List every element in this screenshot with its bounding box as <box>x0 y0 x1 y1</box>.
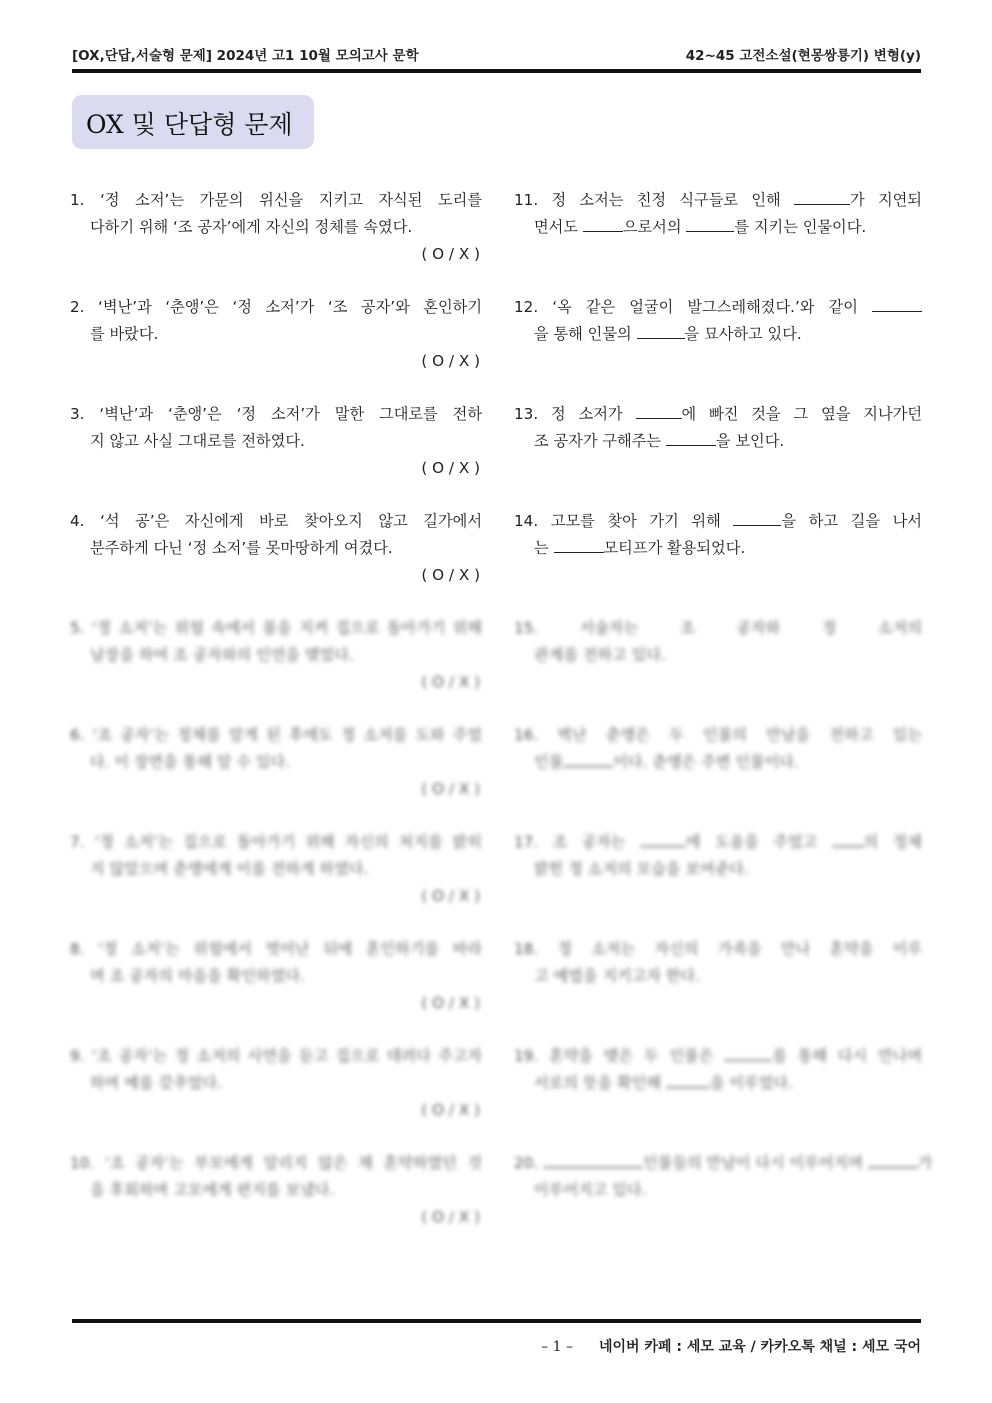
question-17-text-3: 의 정체 <box>863 833 923 851</box>
question-12-text-2: 을 통해 인물의 <box>534 325 637 343</box>
question-12-text-1: 12. ‘옥 같은 얼굴이 발그스레해졌다.’와 같이 <box>514 298 872 316</box>
question-19 <box>514 1043 922 1097</box>
question-10-line-2: 을 후회하며 고모에게 편지를 보냈다. <box>90 1181 335 1199</box>
question-19-text-4: 을 이루었다. <box>709 1074 793 1092</box>
footer-rule <box>72 1319 921 1323</box>
question-3-line-1: 3. ‘벽난’과 ‘춘앵’은 ‘정 소저’가 말한 그대로를 전하 <box>70 405 482 423</box>
question-19-text-3: 서로의 뜻을 확인해 <box>534 1074 666 1092</box>
question-13-text-3: 조 공자가 구해주는 <box>534 432 666 450</box>
question-17-text-5: 보여준다. <box>685 860 749 878</box>
ox-answer: ( O / X ) <box>421 459 480 477</box>
ox-answer: ( O / X ) <box>421 352 480 370</box>
header-right-title: 42~45 고전소설(현몽쌍룡기) 변형(y) <box>685 48 921 64</box>
answer-blank <box>686 217 734 232</box>
answer-blank <box>872 297 922 312</box>
answer-blank <box>640 832 686 847</box>
question-5 <box>70 615 482 696</box>
question-1-line-1: 1. ‘정 소저’는 가문의 위신을 지키고 자식된 도리를 <box>70 191 482 209</box>
question-7-line-2: 지 않았으며 춘앵에게 이를 전하게 하였다. <box>90 860 369 878</box>
question-4 <box>70 508 482 589</box>
question-6-line-1: 6. ‘조 공자’는 정체를 알게 된 후에도 정 소저를 도와 주었 <box>70 726 482 744</box>
answer-blank <box>563 752 613 767</box>
question-19-text-2: 를 통해 다시 만나며 <box>772 1047 922 1065</box>
question-9-line-1: 9. ‘조 공자’는 정 소저의 사연을 듣고 집으로 데려다 주고자 <box>70 1047 482 1065</box>
ox-answer: ( O / X ) <box>421 1208 480 1226</box>
question-16-text-2: 인물 <box>534 753 564 771</box>
footer-text: 네이버 카페 : 세모 교육 / 카카오톡 채널 : 세모 국어 <box>598 1339 921 1355</box>
question-20-text-1: 20. <box>514 1154 543 1172</box>
question-11-text-3: 면서도 <box>534 218 583 236</box>
question-20-text-2: 인물들의 만남이 다시 이루어지며 <box>642 1154 868 1172</box>
ox-answer: ( O / X ) <box>421 245 480 263</box>
question-18 <box>514 936 922 990</box>
question-16-text-3: 이다. 춘앵은 주변 인물이다. <box>613 753 799 771</box>
question-14-text-3: 는 <box>534 539 554 557</box>
question-1 <box>70 187 482 268</box>
question-14-text-2: 을 하고 길을 나서 <box>781 512 922 530</box>
question-19-text-1: 19. 혼약을 맺은 두 인물은 <box>514 1047 725 1065</box>
ox-answer: ( O / X ) <box>421 994 480 1012</box>
question-17-text-4: 밝힌 정 소저의 모습을 <box>534 860 681 878</box>
question-4-line-2: 분주하게 다닌 ‘정 소저’를 못마땅하게 여겼다. <box>90 539 393 557</box>
answer-blank <box>832 832 864 847</box>
page-number: – 1 – <box>541 1339 573 1355</box>
question-3-line-2: 지 않고 사실 그대로를 전하였다. <box>90 432 305 450</box>
question-8-line-2: 며 조 공자의 마음을 확인하였다. <box>90 967 305 985</box>
ox-answer: ( O / X ) <box>421 780 480 798</box>
answer-blank <box>724 1046 772 1061</box>
question-14-text-1: 14. 고모를 찾아 가기 위해 <box>514 512 734 530</box>
header-rule <box>72 69 921 73</box>
question-9-line-2: 하며 예를 갖추었다. <box>90 1074 222 1092</box>
question-15-line-1: 15. 서술자는 조 공자와 정 소저의 <box>514 619 922 637</box>
ox-answer: ( O / X ) <box>421 887 480 905</box>
question-7-line-1: 7. ‘정 소저’는 집으로 돌아가기 위해 자신의 처지를 밝히 <box>70 833 482 851</box>
question-17-text-1: 17. 조 공자는 <box>514 833 640 851</box>
question-15 <box>514 615 922 669</box>
question-11 <box>514 187 922 241</box>
question-5-line-1: 5. ‘정 소저’는 위험 속에서 몸을 지켜 집으로 돌아가기 위해 <box>70 619 482 637</box>
section-title: OX 및 단답형 문제 <box>86 110 293 139</box>
answer-blank <box>554 538 604 553</box>
question-2-line-1: 2. ‘벽난’과 ‘춘앵’은 ‘정 소저’가 ‘조 공자’와 혼인하기 <box>70 298 482 316</box>
question-17-text-2: 에 도움을 주었고 <box>685 833 832 851</box>
answer-blank <box>666 1073 710 1088</box>
question-13-text-1: 13. 정 소저가 <box>514 405 636 423</box>
question-11-text-2: 가 지연되 <box>850 191 922 209</box>
question-8 <box>70 936 482 1017</box>
answer-blank <box>583 217 623 232</box>
ox-answer: ( O / X ) <box>421 673 480 691</box>
question-14 <box>514 508 922 562</box>
question-15-line-2: 관계를 전하고 있다. <box>534 646 666 664</box>
question-11-text-4: 으로서의 <box>622 218 687 236</box>
answer-blank <box>868 1153 918 1168</box>
question-3 <box>70 401 482 482</box>
section-title-box <box>72 95 314 149</box>
question-9 <box>70 1043 482 1124</box>
answer-blank <box>637 324 685 339</box>
question-17 <box>514 829 922 883</box>
question-16-text-1: 16. 벽난 춘앵은 두 인물의 만남을 전하고 있는 <box>514 726 922 744</box>
question-8-line-1: 8. ‘정 소저’는 위험에서 벗어난 뒤에 혼인하기를 바라 <box>70 940 482 958</box>
question-20-line-2: 이루어지고 있다. <box>534 1181 647 1199</box>
page-header <box>72 44 921 62</box>
question-2-line-2: 를 바랐다. <box>90 325 159 343</box>
question-18-line-1: 18. 정 소저는 자신의 가족을 만나 혼약을 이루 <box>514 940 922 958</box>
answer-blank <box>794 190 850 205</box>
question-6 <box>70 722 482 803</box>
answer-blank <box>636 404 682 419</box>
answer-blank <box>733 511 781 526</box>
question-18-text-2: 고 <box>534 967 549 985</box>
question-11-text-5: 를 지키는 인물이다. <box>734 218 867 236</box>
question-18-text-3: 예법을 지키고자 한다. <box>553 967 701 985</box>
question-13 <box>514 401 922 455</box>
question-13-text-4: 을 보인다. <box>715 432 785 450</box>
question-20-text-3: 가 <box>917 1154 933 1172</box>
answer-blank <box>543 1153 643 1168</box>
question-12-text-3: 을 묘사하고 있다. <box>684 325 802 343</box>
ox-answer: ( O / X ) <box>421 566 480 584</box>
question-5-line-2: 남장을 하여 조 공자와의 인연을 맺었다. <box>90 646 354 664</box>
question-2 <box>70 294 482 375</box>
header-left-title: [OX,단답,서술형 문제] 2024년 고1 10월 모의고사 문학 <box>72 48 419 64</box>
question-11-text-1: 11. 정 소저는 친정 식구들로 인해 <box>514 191 794 209</box>
question-7 <box>70 829 482 910</box>
question-1-line-2: 다하기 위해 ‘조 공자’에게 자신의 정체를 속였다. <box>90 218 413 236</box>
answer-blank <box>666 431 716 446</box>
page-footer <box>541 1336 921 1356</box>
question-13-text-2: 에 빠진 것을 그 옆을 지나가던 <box>681 405 922 423</box>
question-10-line-1: 10. ‘조 공자’는 부모에게 알리지 않은 채 혼약하였던 것 <box>70 1154 482 1172</box>
ox-answer: ( O / X ) <box>421 1101 480 1119</box>
question-4-line-1: 4. ‘석 공’은 자신에게 바로 찾아오지 않고 길가에서 <box>70 512 482 530</box>
question-12 <box>514 294 922 348</box>
question-10 <box>70 1150 482 1231</box>
question-6-line-2: 다. 이 장면을 통해 알 수 있다. <box>90 753 291 771</box>
question-14-text-4: 모티프가 활용되었다. <box>603 539 746 557</box>
question-16 <box>514 722 922 776</box>
question-20 <box>514 1150 933 1204</box>
